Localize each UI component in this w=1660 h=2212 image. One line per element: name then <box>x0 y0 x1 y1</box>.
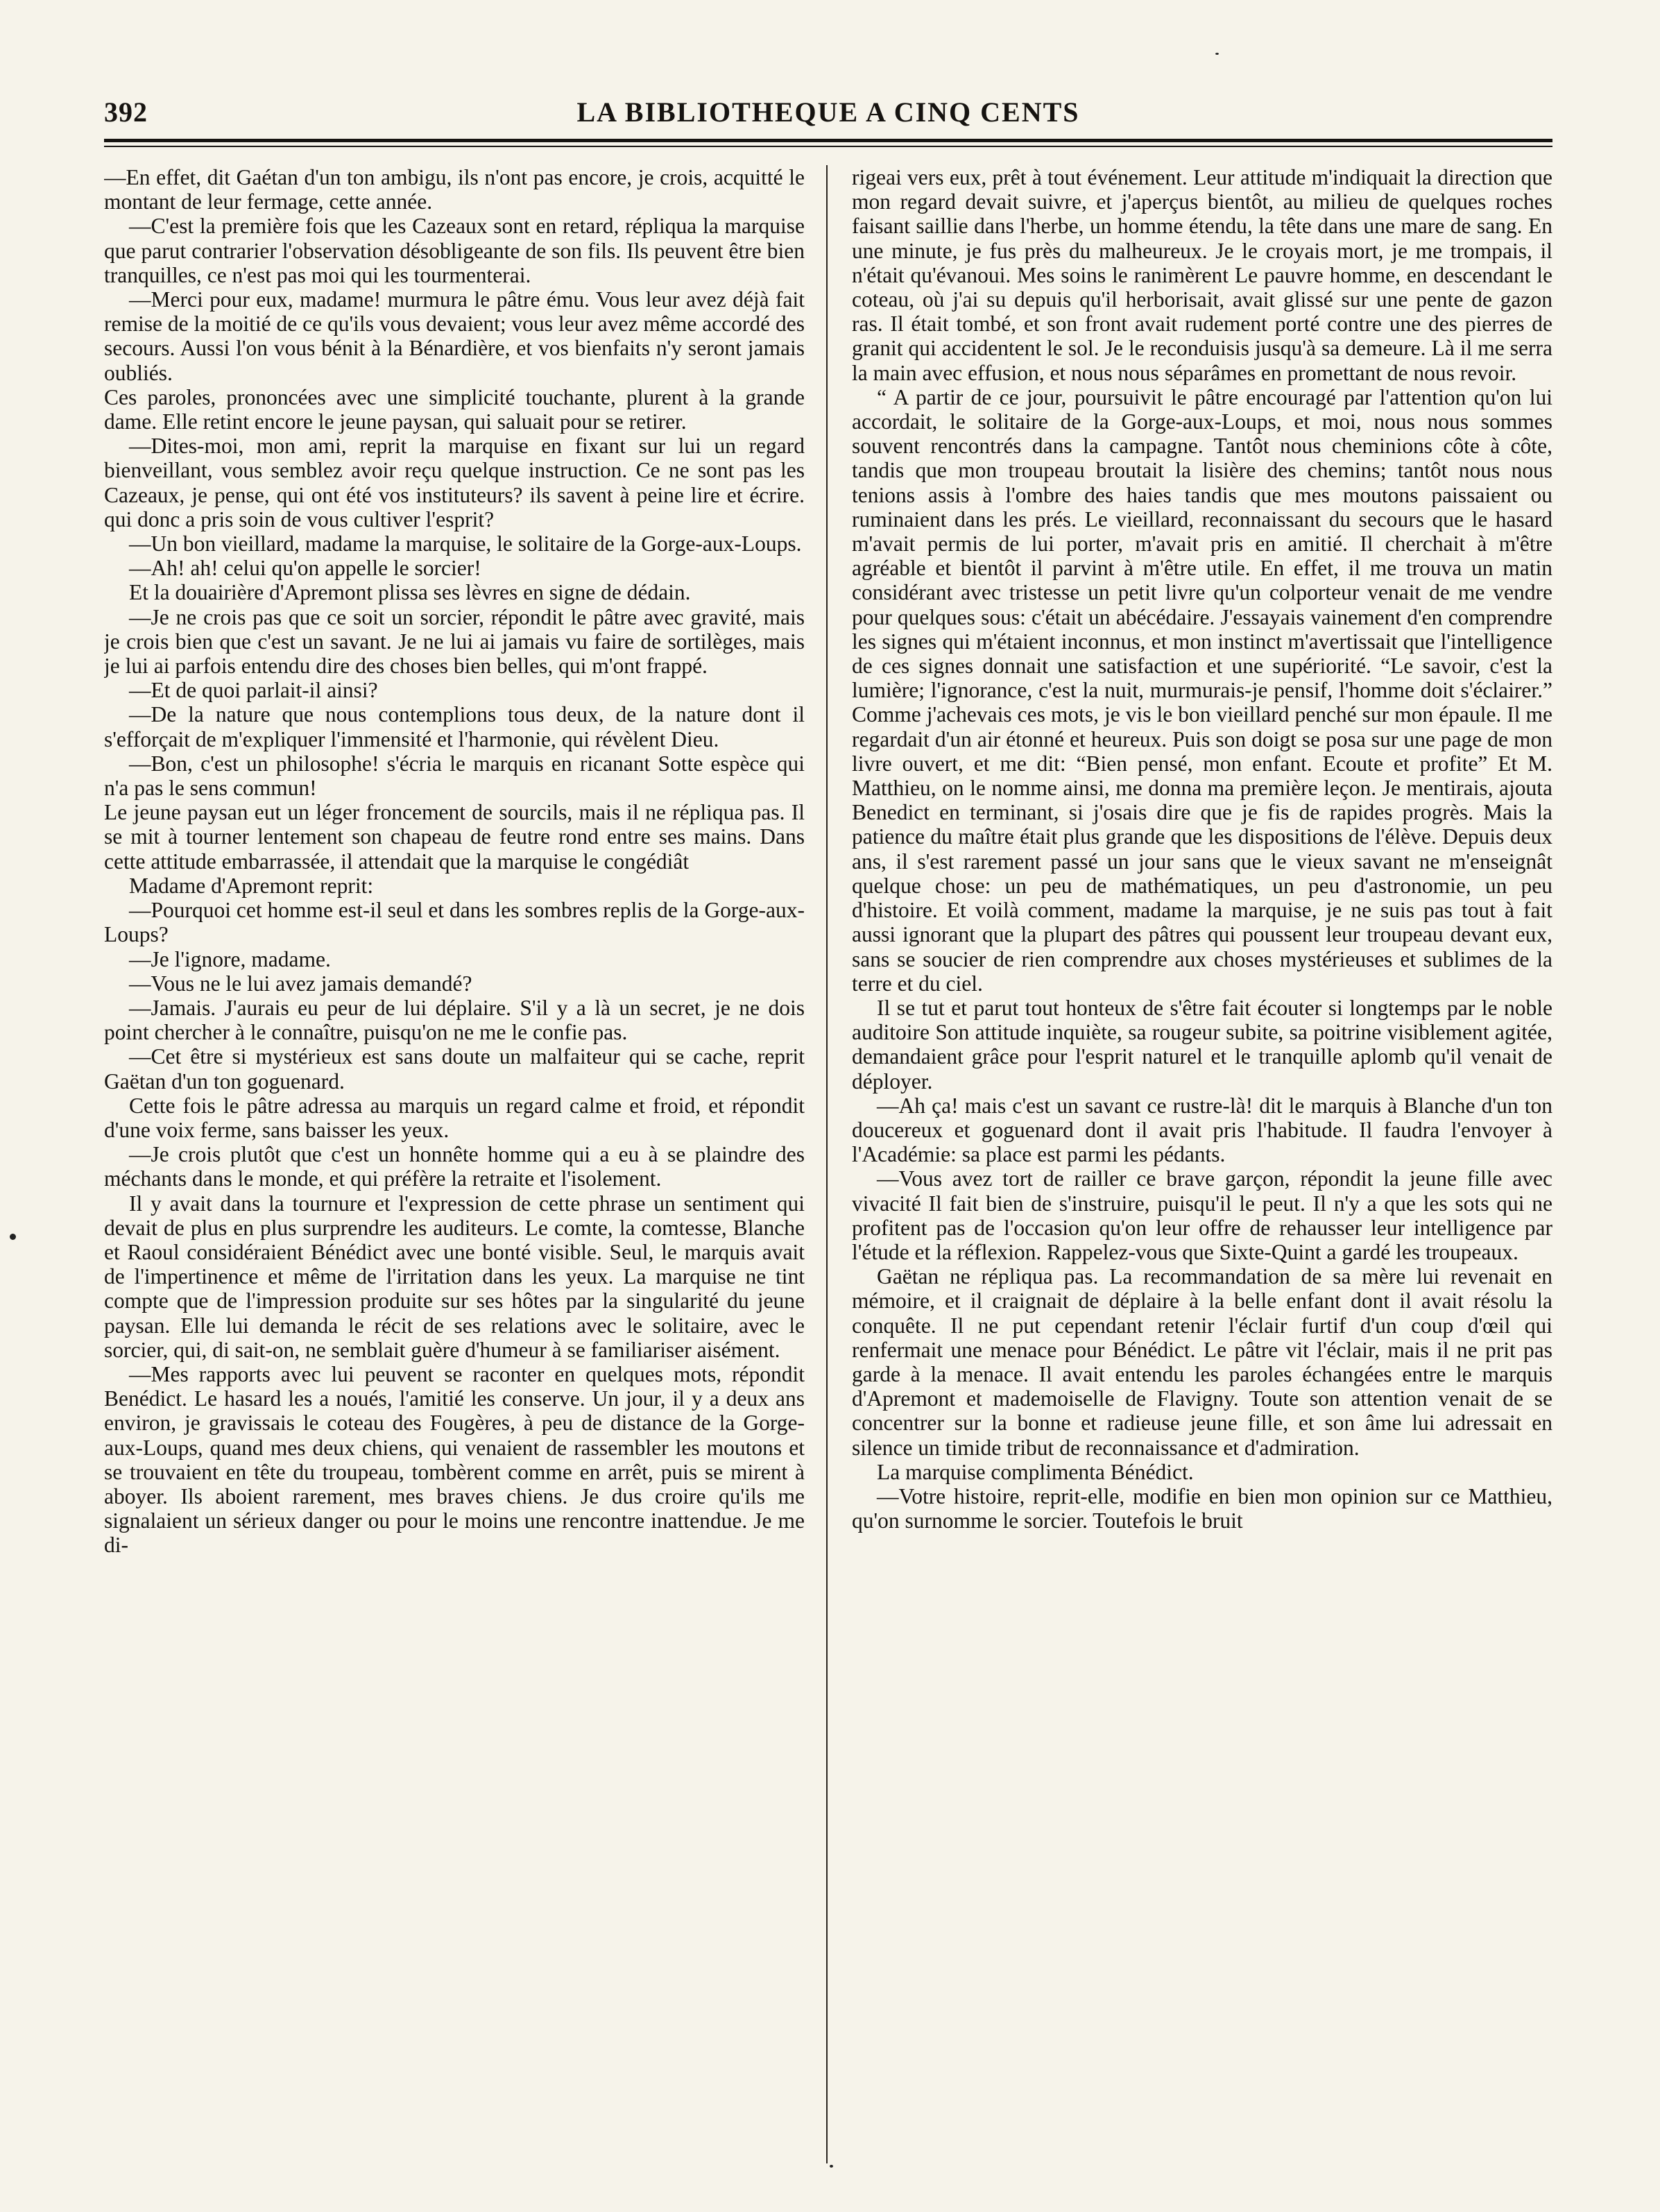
paragraph: —Votre histoire, reprit-elle, modifie en bien mon opinion sur ce Matthieu, qu'on surnomme le sorcier. Toutefois le bruit <box>852 1483 1552 1533</box>
paragraph: —Un bon vieillard, madame la marquise, le solitaire de la Gorge-aux-Loups. <box>129 531 802 556</box>
paragraph: —Dites-moi, mon ami, reprit la marquise en fixant sur lui un regard bienveillant, vous semblez avoir reçu quelque instruction. Ce ne sont pas les Cazeaux, je pense, qui ont été vos instituteurs? ils savent à peine lire et écrire. qui donc a pris soin de vous cultiver l'esprit? <box>104 434 805 531</box>
paragraph: rigeai vers eux, prêt à tout événement. Leur attitude m'indiquait la direction que mon regard devait suivre, et j'aperçus bientôt, au milieu de quelques roches faisant saillie dans l'herbe, un homme étendu, la tête dans une mare de sang. En une minute, je fus près du malheureux. Je le croyais mort, je me trompais, il n'était qu'évanoui. Mes soins le ranimèrent Le pauvre homme, en descendant le coteau, où j'ai su depuis qu'il herborisait, avait glissé sur une pente de gazon ras. Il était tombé, et son front avait rudement porté contre une des pierres de granit qui accidentent le sol. Je le reconduisis jusqu'à sa demeure. Là il me serra la main avec effusion, et nous nous séparâmes en promettant de nous revoir. <box>852 165 1552 385</box>
right-column <box>852 165 1552 2177</box>
paragraph: —Vous avez tort de railler ce brave garçon, répondit la jeune fille avec vivacité Il fait bien de s'instruire, puisqu'il le peut. Il n'y a que les sots qui ne profitent pas de l'occasion qu'on leur offre de rehausser leur intelligence par l'étude et la réflexion. Rappelez-vous que Sixte-Quint a gardé les troupeaux. <box>852 1166 1552 1264</box>
paragraph: Et la douairière d'Apremont plissa ses lèvres en signe de dédain. <box>129 580 691 605</box>
paragraph: Ces paroles, prononcées avec une simplicité touchante, plurent à la grande dame. Elle retint encore le jeune paysan, qui saluait pour se retirer. <box>104 384 805 434</box>
paragraph: —Et de quoi parlait-il ainsi? <box>129 678 378 703</box>
paragraph: —Bon, c'est un philosophe! s'écria le marquis en ricanant Sotte espèce qui n'a pas le sens commun! <box>104 751 805 801</box>
page-number: 392 <box>104 96 148 128</box>
paragraph: —Merci pour eux, madame! murmura le pâtre ému. Vous leur avez déjà fait remise de la moitié de ce qu'ils vous devaient; vous leur avez même accordé des secours. Aussi l'on vous bénit à la Bénardière, et vos bienfaits n'y seront jamais oubliés. <box>104 287 805 385</box>
left-column <box>104 165 805 2177</box>
paragraph: —Vous ne le lui avez jamais demandé? <box>129 971 472 996</box>
paragraph: Il y avait dans la tournure et l'expression de cette phrase un sentiment qui devait de plus en plus surprendre les auditeurs. Le comte, la comtesse, Blanche et Raoul considéraient Bénédict avec une bonté visible. Seul, le marquis avait de l'impertinence et même de l'irritation dans les yeux. La marquise ne tint compte que de l'impression produite sur ses hôtes par la singularité du jeune paysan. Elle lui demanda le récit de ses relations avec le solitaire, avec le sorcier, qui, di sait-on, ne semblait guère d'humeur à se familiariser aisément. <box>104 1191 805 1362</box>
paragraph: La marquise complimenta Bénédict. <box>877 1459 1194 1484</box>
paragraph: —En effet, dit Gaétan d'un ton ambigu, ils n'ont pas encore, je crois, acquitté le montant de leur fermage, cette année. <box>104 165 805 214</box>
paragraph: —Je l'ignore, madame. <box>129 946 331 971</box>
header-rule-thin <box>104 146 1552 147</box>
paragraph: “ A partir de ce jour, poursuivit le pâtre encouragé par l'attention qu'on lui accordait, le solitaire de la Gorge-aux-Loups, et moi, nous nous sommes souvent rencontrés dans la campagne. Tantôt nous cheminions côte à côte, tandis que mon troupeau broutait la lisière des chemins; tantôt nous nous tenions assis à l'ombre des haies tandis que mes moutons paissaient ou ruminaient dans les prés. Le vieillard, reconnaissant du secours que le hasard m'avait permis de lui porter, m'avait pris en amitié. Il cherchait à m'être agréable et bientôt il parvint à m'être utile. En effet, il me trouva un matin considérant avec tristesse un petit livre qu'un colporteur venait de me vendre pour quelques sous: c'était un abécédaire. J'essayais vainement d'en comprendre les signes qui m'étaient inconnus, et mon instinct m'avertissait que l'intelligence de ces signes donnait une satisfaction et une supériorité. “Le savoir, c'est la lumière; l'ignorance, c'est la nuit, murmurais-je pensif, l'homme doit s'éclairer.” Comme j'achevais ces mots, je vis le bon vieillard penché sur mon épaule. Il me regardait d'un air étonné et heureux. Puis son doigt se posa sur une page de mon livre ouvert, et me dit: “Bien pensé, mon enfant. Ecoute et profite” Et M. Matthieu, on le nomme ainsi, me donna ma première leçon. Je mentirais, ajouta Benedict en terminant, si j'osais dire que je fis de rapides progrès. Mais la patience du maître était plus grande que les dispositions de l'élève. Depuis deux ans, il s'est rarement passé un jour sans que le vieux savant ne m'enseignât quelque chose: un peu de mathématiques, un peu d'astronomie, un peu d'histoire. Et voilà comment, madame la marquise, je ne suis pas tout à fait aussi ignorant que la plupart des pâtres qui poussent leur troupeau devant eux, sans se soucier de rien comprendre aux choses mystérieuses et sublimes de la terre et du ciel. <box>852 384 1552 996</box>
paragraph: Cette fois le pâtre adressa au marquis un regard calme et froid, et répondit d'une voix ferme, sans baisser les yeux. <box>104 1093 805 1142</box>
print-speck <box>10 1234 16 1240</box>
paragraph: —Jamais. J'aurais eu peur de lui déplaire. S'il y a là un secret, je ne dois point chercher à le connaître, puisqu'on ne me le confie pas. <box>104 995 805 1045</box>
header-rule-thick <box>104 139 1552 142</box>
paragraph: Le jeune paysan eut un léger froncement de sourcils, mais il ne répliqua pas. Il se mit à tourner lentement son chapeau de feutre rond entre ses mains. Dans cette attitude embarrassée, il attendait que la marquise le congédiât <box>104 800 805 874</box>
paragraph: —Pourquoi cet homme est-il seul et dans les sombres replis de la Gorge-aux-Loups? <box>104 898 805 947</box>
paragraph: —C'est la première fois que les Cazeaux sont en retard, répliqua la marquise que parut contrarier l'observation désobligeante de son fils. Ils peuvent être bien tranquilles, ce n'est pas moi qui les tourmenterai. <box>104 214 805 287</box>
print-speck <box>830 2165 833 2168</box>
document-page <box>104 96 1552 2177</box>
paragraph: —Cet être si mystérieux est sans doute un malfaiteur qui se cache, reprit Gaëtan d'un ton goguenard. <box>104 1044 805 1094</box>
paragraph: —Ah ça! mais c'est un savant ce rustre-là! dit le marquis à Blanche d'un ton doucereux et goguenard dont il avait pris l'habitude. Il faudra l'envoyer à l'Académie: sa place est parmi les pédants. <box>852 1093 1552 1167</box>
paragraph: —Je ne crois pas que ce soit un sorcier, répondit le pâtre avec gravité, mais je crois bien que c'est un savant. Je ne lui ai jamais vu faire de sortilèges, mais je lui ai parfois entendu dire des choses bien belles, qui m'ont frappé. <box>104 604 805 679</box>
text-columns <box>104 165 1552 2177</box>
print-speck <box>1215 53 1219 55</box>
paragraph: —Mes rapports avec lui peuvent se raconter en quelques mots, répondit Benédict. Le hasard les a noués, l'amitié les conserve. Un jour, il y a deux ans environ, je gravissais le coteau des Fougères, à peu de distance de la Gorge-aux-Loups, quand mes deux chiens, qui venaient de rassembler les moutons et se trouvaient en tête du troupeau, tombèrent comme en arrêt, puis se mirent à aboyer. Ils aboient rarement, mes braves chiens. Je dus croire qu'ils me signalaient un sérieux danger ou pour le moins une rencontre inattendue. Je me di- <box>104 1361 805 1558</box>
running-title: LA BIBLIOTHEQUE A CINQ CENTS <box>576 96 1080 128</box>
page-header <box>104 96 1552 137</box>
paragraph: —Je crois plutôt que c'est un honnête homme qui a eu à se plaindre des méchants dans le monde, et qui préfère la retraite et l'isolement. <box>104 1142 805 1191</box>
column-divider <box>826 165 828 2163</box>
paragraph: —De la nature que nous contemplions tous deux, de la nature dont il s'efforçait de m'expliquer l'immensité et l'harmonie, qui révèlent Dieu. <box>104 702 805 751</box>
paragraph: —Ah! ah! celui qu'on appelle le sorcier! <box>129 556 481 581</box>
paragraph: Madame d'Apremont reprit: <box>129 873 374 898</box>
paragraph: Gaëtan ne répliqua pas. La recommandation de sa mère lui revenait en mémoire, et il craignait de déplaire à la belle enfant dont il avait résolu la conquête. Il ne put cependant retenir l'éclair furtif d'un coup d'œil qui renfermait une menace pour Bénédict. Le pâtre vit l'éclair, mais il ne prit pas garde à la menace. Il avait entendu les paroles échangées entre le marquis d'Apremont et mademoiselle de Flavigny. Toute son attention venait de se concentrer sur la bonne et radieuse jeune fille, et son âme lui adressait en silence un timide tribut de reconnaissance et d'admiration. <box>852 1264 1552 1460</box>
paragraph: Il se tut et parut tout honteux de s'être fait écouter si longtemps par le noble auditoire Son attitude inquiète, sa rougeur subite, sa poitrine visiblement agitée, demandaient grâce pour l'esprit naturel et le tranquille aplomb qu'il venait de déployer. <box>852 995 1552 1094</box>
